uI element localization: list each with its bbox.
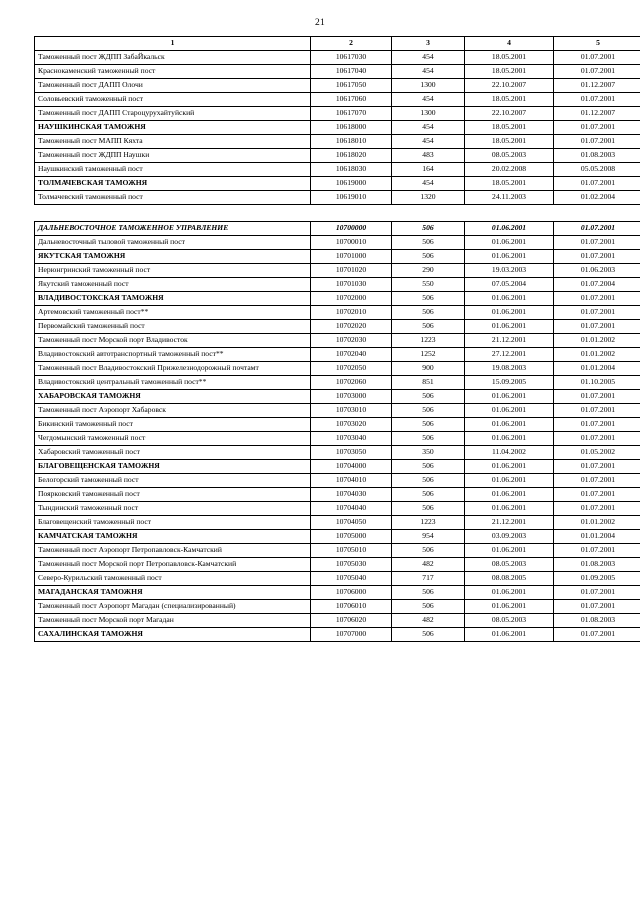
cell-name: Таможенный пост Аэропорт Петропавловск-Камчатский: [35, 544, 311, 558]
table-1-body: [35, 37, 640, 205]
cell-date-effective: 01.07.2001: [554, 600, 640, 614]
cell-code: 10700010: [311, 236, 392, 250]
cell-order-number: 290: [392, 264, 465, 278]
cell-order-number: 506: [392, 236, 465, 250]
cell-date-effective: 01.07.2001: [554, 250, 640, 264]
cell-name: Таможенный пост ДАПП Олочи: [35, 79, 311, 93]
cell-date-effective: 01.09.2005: [554, 572, 640, 586]
cell-date-order: 01.06.2001: [465, 628, 554, 642]
cell-date-order: 21.12.2001: [465, 516, 554, 530]
cell-date-effective: 01.01.2004: [554, 362, 640, 376]
cell-order-number: 506: [392, 418, 465, 432]
cell-date-order: 18.05.2001: [465, 65, 554, 79]
table-row: [35, 320, 640, 334]
cell-code: 10702040: [311, 348, 392, 362]
cell-name: Нерюнгринский таможенный пост: [35, 264, 311, 278]
cell-order-number: 482: [392, 614, 465, 628]
cell-date-effective: 01.07.2001: [554, 93, 640, 107]
cell-date-effective: 01.12.2007: [554, 79, 640, 93]
cell-name: Краснокаменский таможенный пост: [35, 65, 311, 79]
table-row: [35, 432, 640, 446]
cell-name: Артемовский таможенный пост**: [35, 306, 311, 320]
table-row: [35, 558, 640, 572]
cell-code: 10706020: [311, 614, 392, 628]
cell-date-order: 01.06.2001: [465, 432, 554, 446]
cell-order-number: 483: [392, 149, 465, 163]
cell-date-effective: 01.07.2001: [554, 65, 640, 79]
cell-code: 10617030: [311, 51, 392, 65]
table-row: [35, 121, 640, 135]
cell-name: Тындинский таможенный пост: [35, 502, 311, 516]
cell-code: 10618010: [311, 135, 392, 149]
table-row: [35, 614, 640, 628]
cell-name: Таможенный пост ЖДПП ЗабаЙкальск: [35, 51, 311, 65]
table-row: [35, 191, 640, 205]
cell-order-number: 506: [392, 306, 465, 320]
column-header-3: 3: [392, 37, 465, 51]
cell-name: ВЛАДИВОСТОКСКАЯ ТАМОЖНЯ: [35, 292, 311, 306]
cell-date-effective: 01.07.2001: [554, 177, 640, 191]
table-row: [35, 65, 640, 79]
cell-code: 10702030: [311, 334, 392, 348]
cell-name: МАГАДАНСКАЯ ТАМОЖНЯ: [35, 586, 311, 600]
cell-date-effective: 01.07.2001: [554, 474, 640, 488]
cell-date-effective: 01.07.2001: [554, 135, 640, 149]
cell-order-number: 550: [392, 278, 465, 292]
table-row: [35, 236, 640, 250]
cell-code: 10618020: [311, 149, 392, 163]
cell-order-number: 506: [392, 488, 465, 502]
cell-date-effective: 05.05.2008: [554, 163, 640, 177]
cell-order-number: 506: [392, 390, 465, 404]
cell-date-effective: 01.07.2001: [554, 292, 640, 306]
cell-code: 10704040: [311, 502, 392, 516]
cell-date-order: 01.06.2001: [465, 586, 554, 600]
cell-order-number: 1300: [392, 79, 465, 93]
cell-date-order: 01.06.2001: [465, 600, 554, 614]
cell-date-order: 01.06.2001: [465, 390, 554, 404]
cell-date-order: 24.11.2003: [465, 191, 554, 205]
cell-code: 10705000: [311, 530, 392, 544]
customs-table-upper: [34, 36, 640, 205]
cell-date-order: 01.06.2001: [465, 418, 554, 432]
table-row: [35, 488, 640, 502]
table-row: [35, 446, 640, 460]
cell-order-number: 506: [392, 222, 465, 236]
cell-date-order: 08.08.2005: [465, 572, 554, 586]
cell-code: 10706010: [311, 600, 392, 614]
cell-name: НАУШКИНСКАЯ ТАМОЖНЯ: [35, 121, 311, 135]
cell-date-effective: 01.05.2002: [554, 446, 640, 460]
cell-date-effective: 01.07.2001: [554, 320, 640, 334]
cell-code: 10701020: [311, 264, 392, 278]
cell-date-order: 19.03.2003: [465, 264, 554, 278]
cell-order-number: 506: [392, 544, 465, 558]
page-number: 21: [314, 18, 326, 28]
cell-date-order: 01.06.2001: [465, 460, 554, 474]
cell-order-number: 454: [392, 93, 465, 107]
cell-date-effective: 01.01.2002: [554, 516, 640, 530]
cell-date-effective: 01.07.2001: [554, 51, 640, 65]
cell-name: ЯКУТСКАЯ ТАМОЖНЯ: [35, 250, 311, 264]
cell-name: БЛАГОВЕЩЕНСКАЯ ТАМОЖНЯ: [35, 460, 311, 474]
cell-order-number: 454: [392, 65, 465, 79]
cell-code: 10702010: [311, 306, 392, 320]
cell-order-number: 482: [392, 558, 465, 572]
table-row: [35, 516, 640, 530]
cell-name: Соловьевский таможенный пост: [35, 93, 311, 107]
table-row: [35, 177, 640, 191]
cell-order-number: 1320: [392, 191, 465, 205]
cell-code: 10703020: [311, 418, 392, 432]
table-row: [35, 586, 640, 600]
cell-code: 10705030: [311, 558, 392, 572]
cell-date-effective: 01.07.2001: [554, 544, 640, 558]
cell-code: 10704050: [311, 516, 392, 530]
cell-date-effective: 01.08.2003: [554, 149, 640, 163]
cell-code: 10705040: [311, 572, 392, 586]
cell-order-number: 506: [392, 502, 465, 516]
cell-order-number: 506: [392, 432, 465, 446]
cell-date-order: 01.06.2001: [465, 250, 554, 264]
cell-date-effective: 01.01.2002: [554, 334, 640, 348]
table-row: [35, 93, 640, 107]
cell-date-effective: 01.07.2001: [554, 502, 640, 516]
cell-date-effective: 01.06.2003: [554, 264, 640, 278]
table-2-wrapper: [34, 221, 616, 642]
cell-date-order: 18.05.2001: [465, 135, 554, 149]
cell-name: Владивостокский автотранспортный таможенный пост**: [35, 348, 311, 362]
cell-order-number: 454: [392, 121, 465, 135]
cell-order-number: 454: [392, 135, 465, 149]
cell-date-order: 08.05.2003: [465, 614, 554, 628]
cell-date-effective: 01.07.2001: [554, 432, 640, 446]
cell-name: Хабаровский таможенный пост: [35, 446, 311, 460]
cell-name: Наушкинский таможенный пост: [35, 163, 311, 177]
cell-date-order: 08.05.2003: [465, 149, 554, 163]
table-row: [35, 404, 640, 418]
table-row: [35, 530, 640, 544]
cell-date-effective: 01.08.2003: [554, 558, 640, 572]
cell-date-effective: 01.07.2001: [554, 586, 640, 600]
table-row: [35, 628, 640, 642]
cell-order-number: 1223: [392, 334, 465, 348]
cell-code: 10704000: [311, 460, 392, 474]
cell-date-effective: 01.10.2005: [554, 376, 640, 390]
cell-code: 10706000: [311, 586, 392, 600]
cell-code: 10618030: [311, 163, 392, 177]
cell-name: КАМЧАТСКАЯ ТАМОЖНЯ: [35, 530, 311, 544]
table-row: [35, 502, 640, 516]
table-header-row: [35, 37, 640, 51]
table-row: [35, 418, 640, 432]
table-row: [35, 460, 640, 474]
cell-order-number: 717: [392, 572, 465, 586]
cell-date-order: 01.06.2001: [465, 474, 554, 488]
cell-code: 10702060: [311, 376, 392, 390]
cell-name: Таможенный пост Морской порт Петропавловск-Камчатский: [35, 558, 311, 572]
table-row: [35, 79, 640, 93]
cell-date-order: 01.06.2001: [465, 502, 554, 516]
cell-order-number: 350: [392, 446, 465, 460]
table-row: [35, 149, 640, 163]
cell-name: Белогорский таможенный пост: [35, 474, 311, 488]
cell-date-order: 01.06.2001: [465, 292, 554, 306]
cell-name: Чегдомынский таможенный пост: [35, 432, 311, 446]
cell-code: 10617050: [311, 79, 392, 93]
cell-code: 10703040: [311, 432, 392, 446]
cell-code: 10701000: [311, 250, 392, 264]
cell-date-effective: 01.01.2004: [554, 530, 640, 544]
cell-code: 10702000: [311, 292, 392, 306]
cell-date-order: 03.09.2003: [465, 530, 554, 544]
cell-name: Таможенный пост МАПП Кяхта: [35, 135, 311, 149]
cell-date-order: 20.02.2008: [465, 163, 554, 177]
table-row: [35, 264, 640, 278]
cell-order-number: 954: [392, 530, 465, 544]
table-row: [35, 163, 640, 177]
table-row: [35, 278, 640, 292]
cell-code: 10618000: [311, 121, 392, 135]
table-row: [35, 306, 640, 320]
cell-date-effective: 01.07.2001: [554, 404, 640, 418]
cell-code: 10619000: [311, 177, 392, 191]
cell-code: 10702050: [311, 362, 392, 376]
cell-order-number: 851: [392, 376, 465, 390]
cell-date-effective: 01.07.2001: [554, 121, 640, 135]
cell-date-effective: 01.07.2001: [554, 306, 640, 320]
cell-date-order: 01.06.2001: [465, 544, 554, 558]
cell-date-order: 07.05.2004: [465, 278, 554, 292]
cell-code: 10704030: [311, 488, 392, 502]
cell-order-number: 506: [392, 600, 465, 614]
cell-code: 10705010: [311, 544, 392, 558]
cell-date-effective: 01.01.2002: [554, 348, 640, 362]
cell-order-number: 506: [392, 292, 465, 306]
cell-name: Поярковский таможенный пост: [35, 488, 311, 502]
cell-name: Дальневосточный тыловой таможенный пост: [35, 236, 311, 250]
table-row: [35, 362, 640, 376]
cell-date-effective: 01.08.2003: [554, 614, 640, 628]
table-row: [35, 107, 640, 121]
cell-name: ХАБАРОВСКАЯ ТАМОЖНЯ: [35, 390, 311, 404]
cell-name: Владивостокский центральный таможенный пост**: [35, 376, 311, 390]
cell-date-order: 01.06.2001: [465, 222, 554, 236]
cell-code: 10701030: [311, 278, 392, 292]
cell-name: Благовещенский таможенный пост: [35, 516, 311, 530]
cell-date-effective: 01.07.2001: [554, 460, 640, 474]
table-row: [35, 544, 640, 558]
cell-date-effective: 01.07.2004: [554, 278, 640, 292]
cell-date-order: 01.06.2001: [465, 306, 554, 320]
cell-name: Толмачевский таможенный пост: [35, 191, 311, 205]
cell-name: Таможенный пост Владивостокский Прижелезнодорожный почтамт: [35, 362, 311, 376]
cell-date-order: 18.05.2001: [465, 93, 554, 107]
table-1-wrapper: [34, 36, 616, 205]
table-separator: [34, 205, 606, 221]
cell-date-effective: 01.02.2004: [554, 191, 640, 205]
cell-order-number: 1300: [392, 107, 465, 121]
cell-date-order: 22.10.2007: [465, 107, 554, 121]
cell-date-effective: 01.07.2001: [554, 390, 640, 404]
cell-date-effective: 01.07.2001: [554, 236, 640, 250]
cell-date-effective: 01.07.2001: [554, 628, 640, 642]
cell-date-effective: 01.07.2001: [554, 222, 640, 236]
cell-date-order: 19.08.2003: [465, 362, 554, 376]
table-row: [35, 348, 640, 362]
cell-code: 10704010: [311, 474, 392, 488]
cell-date-order: 01.06.2001: [465, 404, 554, 418]
column-header-4: 4: [465, 37, 554, 51]
cell-date-order: 18.05.2001: [465, 177, 554, 191]
cell-order-number: 454: [392, 177, 465, 191]
table-row: [35, 292, 640, 306]
cell-name: САХАЛИНСКАЯ ТАМОЖНЯ: [35, 628, 311, 642]
cell-date-order: 08.05.2003: [465, 558, 554, 572]
cell-code: 10617060: [311, 93, 392, 107]
cell-date-order: 01.06.2001: [465, 320, 554, 334]
table-row: [35, 51, 640, 65]
cell-code: 10707000: [311, 628, 392, 642]
customs-table-lower: [34, 221, 640, 642]
cell-code: 10617040: [311, 65, 392, 79]
table-2-body: [35, 222, 640, 642]
cell-name: Таможенный пост Морской порт Магадан: [35, 614, 311, 628]
cell-code: 10702020: [311, 320, 392, 334]
cell-date-effective: 01.07.2001: [554, 488, 640, 502]
cell-order-number: 506: [392, 250, 465, 264]
cell-code: 10703010: [311, 404, 392, 418]
table-row: [35, 334, 640, 348]
cell-date-order: 18.05.2001: [465, 121, 554, 135]
cell-name: ТОЛМАЧЕВСКАЯ ТАМОЖНЯ: [35, 177, 311, 191]
cell-name: Бикинский таможенный пост: [35, 418, 311, 432]
table-row: [35, 600, 640, 614]
table-row: [35, 222, 640, 236]
cell-order-number: 506: [392, 474, 465, 488]
cell-date-effective: 01.07.2001: [554, 418, 640, 432]
cell-order-number: 1252: [392, 348, 465, 362]
cell-name: Таможенный пост Аэропорт Магадан (специализированный): [35, 600, 311, 614]
cell-code: 10703000: [311, 390, 392, 404]
cell-code: 10617070: [311, 107, 392, 121]
cell-date-order: 18.05.2001: [465, 51, 554, 65]
cell-order-number: 900: [392, 362, 465, 376]
cell-name: Первомайский таможенный пост: [35, 320, 311, 334]
table-row: [35, 474, 640, 488]
cell-order-number: 506: [392, 320, 465, 334]
cell-date-order: 22.10.2007: [465, 79, 554, 93]
cell-name: Якутский таможенный пост: [35, 278, 311, 292]
column-header-5: 5: [554, 37, 640, 51]
cell-order-number: 506: [392, 460, 465, 474]
table-row: [35, 250, 640, 264]
cell-date-order: 11.04.2002: [465, 446, 554, 460]
cell-date-order: 01.06.2001: [465, 236, 554, 250]
column-header-2: 2: [311, 37, 392, 51]
cell-code: 10703050: [311, 446, 392, 460]
cell-date-order: 01.06.2001: [465, 488, 554, 502]
table-row: [35, 390, 640, 404]
table-row: [35, 572, 640, 586]
cell-code: 10700000: [311, 222, 392, 236]
cell-date-order: 27.12.2001: [465, 348, 554, 362]
column-header-1: 1: [35, 37, 311, 51]
cell-name: Таможенный пост Аэропорт Хабаровск: [35, 404, 311, 418]
table-row: [35, 376, 640, 390]
cell-code: 10619010: [311, 191, 392, 205]
cell-order-number: 164: [392, 163, 465, 177]
cell-date-order: 21.12.2001: [465, 334, 554, 348]
cell-name: ДАЛЬНЕВОСТОЧНОЕ ТАМОЖЕННОЕ УПРАВЛЕНИЕ: [35, 222, 311, 236]
cell-order-number: 454: [392, 51, 465, 65]
cell-name: Северо-Курильский таможенный пост: [35, 572, 311, 586]
cell-order-number: 1223: [392, 516, 465, 530]
cell-order-number: 506: [392, 404, 465, 418]
cell-name: Таможенный пост ЖДПП Наушки: [35, 149, 311, 163]
cell-date-order: 15.09.2005: [465, 376, 554, 390]
cell-name: Таможенный пост Морской порт Владивосток: [35, 334, 311, 348]
table-row: [35, 135, 640, 149]
cell-date-effective: 01.12.2007: [554, 107, 640, 121]
cell-order-number: 506: [392, 628, 465, 642]
cell-name: Таможенный пост ДАПП Староцурухайтуйский: [35, 107, 311, 121]
cell-order-number: 506: [392, 586, 465, 600]
